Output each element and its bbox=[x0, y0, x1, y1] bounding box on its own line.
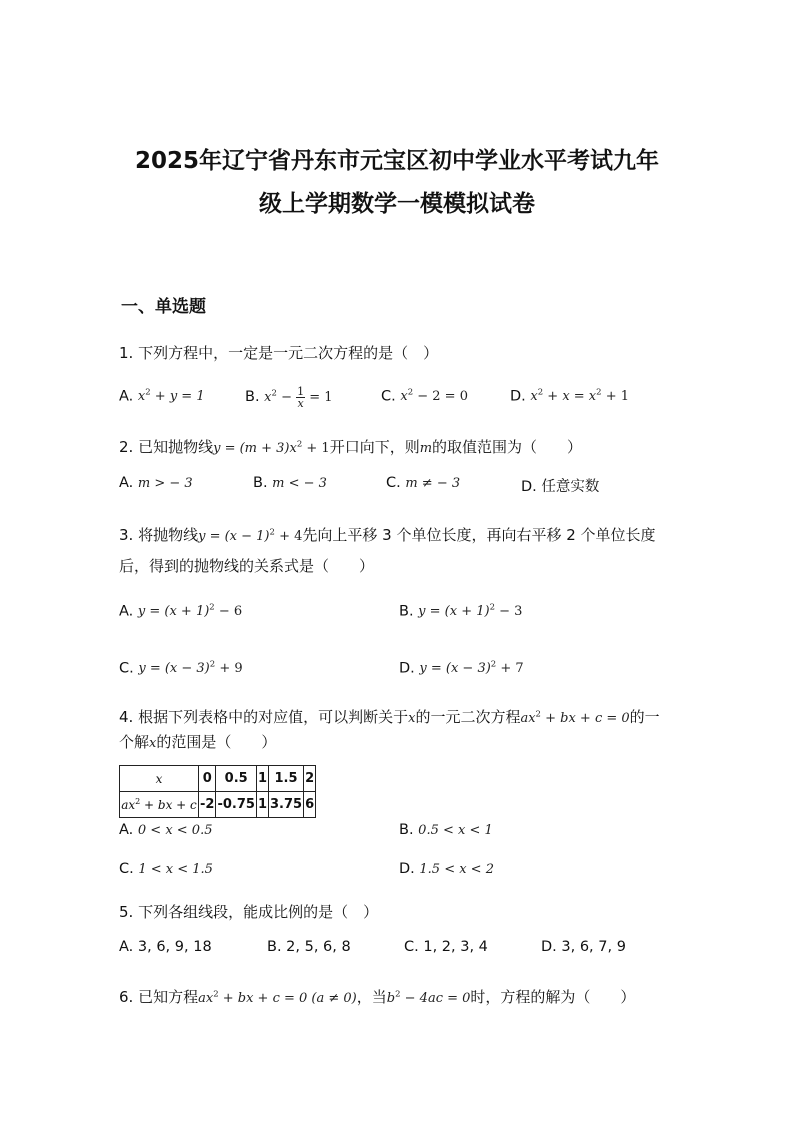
table-cell: $ax^2$ + bx + c bbox=[120, 792, 199, 818]
table-cell: 3.75 bbox=[268, 792, 303, 818]
table-cell: 1 bbox=[256, 766, 268, 792]
table-cell: x bbox=[120, 766, 199, 792]
question-3-option-b: B. $y = (x + 1)^2 - 3$ bbox=[399, 603, 523, 620]
question-1-option-d: D. $x^2 + x = x^2 + 1$ bbox=[510, 388, 630, 405]
table-cell: 6 bbox=[304, 792, 316, 818]
exam-title-line-1: 2025年辽宁省丹东市元宝区初中学业水平考试九年 bbox=[134, 148, 659, 174]
question-5-option-d: D. 3, 6, 7, 9 bbox=[541, 939, 626, 955]
table-cell: 0.5 bbox=[216, 766, 256, 792]
question-5-stem: 5. 下列各组线段，能成比例的是（ ） bbox=[119, 903, 379, 921]
question-2-option-c: C. m ≠ − 3 bbox=[386, 475, 461, 491]
question-2-option-b: B. m < − 3 bbox=[253, 475, 327, 491]
question-2-option-d: D. 任意实数 bbox=[521, 479, 600, 495]
question-4-option-b: B. 0.5 < x < 1 bbox=[399, 822, 493, 838]
table-cell: -2 bbox=[199, 792, 216, 818]
question-3-option-a: A. $y = (x + 1)^2 - 6$ bbox=[119, 603, 243, 620]
table-cell: 1.5 bbox=[268, 766, 303, 792]
question-3-stem-line-2: 后，得到的抛物线的关系式是（ ） bbox=[119, 557, 375, 575]
table-row bbox=[120, 766, 316, 792]
table-cell: 2 bbox=[304, 766, 316, 792]
table-row bbox=[120, 792, 316, 818]
exam-title-line-2: 级上学期数学一模模拟试卷 bbox=[259, 191, 535, 217]
question-4-stem-line-2: 个解x的范围是（ ） bbox=[119, 733, 277, 751]
question-6-stem: 6. 已知方程$ax^2$ + bx + c = 0 (a ≠ 0)，当$b^2 - 4ac = 0$时，方程的解为（ ） bbox=[119, 988, 636, 1006]
question-4-stem-line-1: 4. 根据下列表格中的对应值，可以判断关于x的一元二次方程$ax^2$ + bx + c = 0的一 bbox=[119, 708, 660, 726]
question-1-option-b: B. $x^2$ − $\frac{1}{x}$ = 1 bbox=[245, 385, 333, 410]
question-3-option-c: C. $y = (x - 3)^2 + 9$ bbox=[119, 660, 243, 677]
question-2-option-a: A. m > − 3 bbox=[119, 475, 193, 491]
question-5-option-c: C. 1, 2, 3, 4 bbox=[404, 939, 488, 955]
section-heading-single-choice: 一、单选题 bbox=[121, 297, 206, 317]
table-cell: -0.75 bbox=[216, 792, 256, 818]
question-3-option-d: D. $y = (x - 3)^2 + 7$ bbox=[399, 660, 524, 677]
value-table bbox=[119, 765, 316, 818]
question-5-option-b: B. 2, 5, 6, 8 bbox=[267, 939, 351, 955]
question-5-option-a: A. 3, 6, 9, 18 bbox=[119, 939, 212, 955]
table-cell: 0 bbox=[199, 766, 216, 792]
question-1-stem: 1. 下列方程中，一定是一元二次方程的是（ ） bbox=[119, 344, 439, 362]
fraction-one-over-x: $\frac{1}{x}$ bbox=[297, 385, 305, 410]
question-4-option-c: C. 1 < x < 1.5 bbox=[119, 861, 213, 877]
question-1-option-c: C. $x^2 - 2 = 0$ bbox=[381, 388, 468, 405]
table-cell: 1 bbox=[256, 792, 268, 818]
question-1-option-a: A. $x^2 + y = 1$ bbox=[119, 388, 205, 405]
question-2-stem: 2. 已知抛物线$y = (m + 3)x^2 + 1$开口向下，则m的取值范围为（ ） bbox=[119, 438, 583, 456]
question-4-option-a: A. 0 < x < 0.5 bbox=[119, 822, 213, 838]
question-3-stem-line-1: 3. 将抛物线$y = (x - 1)^2 + 4$先向上平移 3 个单位长度，再向右平移 2 个单位长度 bbox=[119, 526, 656, 544]
question-4-option-d: D. 1.5 < x < 2 bbox=[399, 861, 494, 877]
